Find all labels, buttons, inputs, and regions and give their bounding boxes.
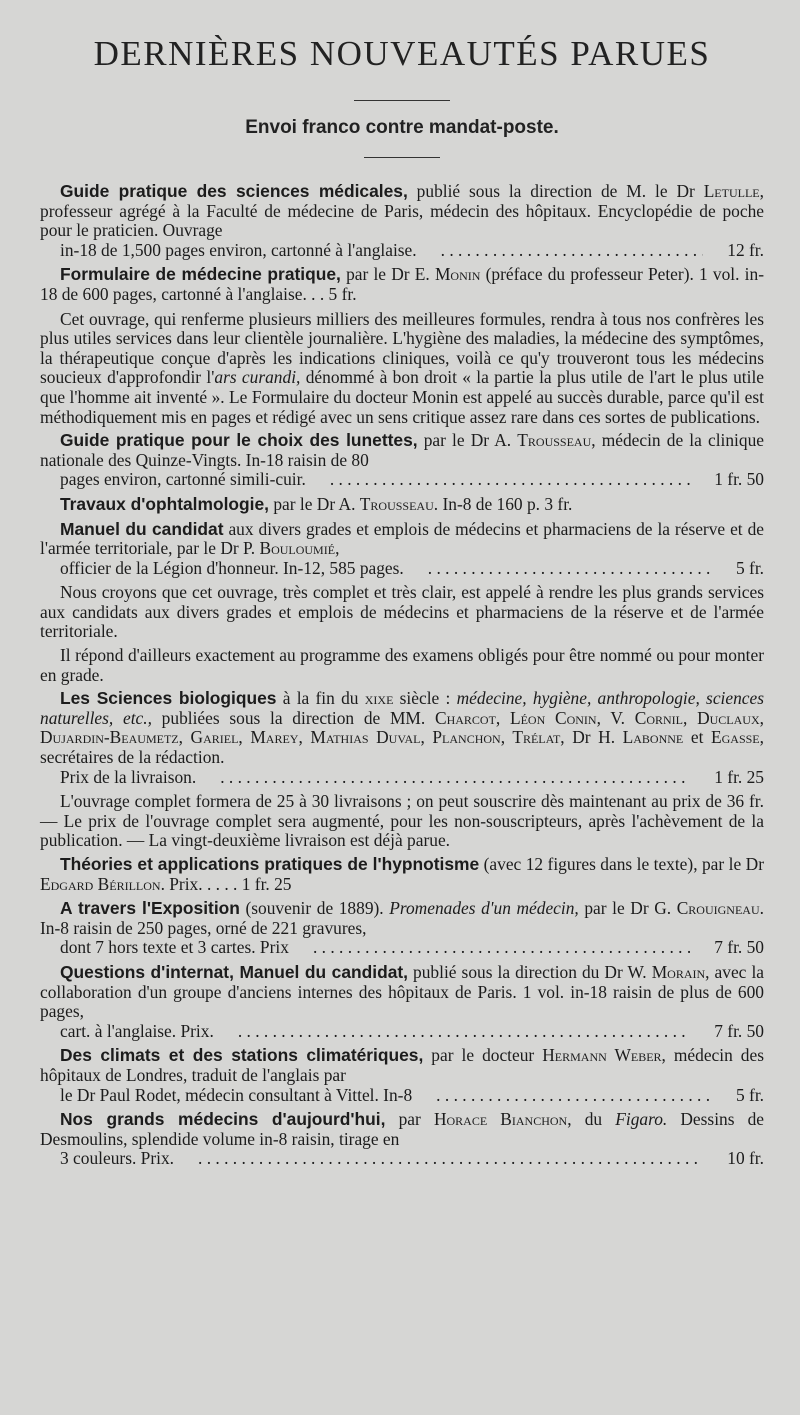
entry-heading: Manuel du candidat: [60, 518, 224, 539]
catalog-entry: A travers l'Exposition (souvenir de 1889). Promenades d'un médecin, par le Dr G. Crouigneau. In-8 raisin de 250 pages, orné de 221 gravures, dont 7 hors texte et 3 cartes. Prix . . . 7 fr. 50: [40, 899, 764, 958]
entry-heading: A travers l'Exposition: [60, 898, 240, 919]
entry-text: par le Dr E.: [340, 264, 435, 285]
entry-price: 12 fr.: [727, 239, 764, 260]
entry-last-line: dont 7 hors texte et 3 cartes. Prix: [60, 937, 289, 958]
entry-price: 3 fr.: [544, 493, 573, 514]
entry-text: ,: [335, 538, 340, 559]
entry-text: par le Dr A.: [417, 430, 518, 451]
entry-last-line: in-18 de 1,500 pages environ, cartonné à l'anglaise.: [60, 239, 417, 260]
entry-last-line: le Dr Paul Rodet, médecin consultant à Vittel. In-8: [60, 1084, 413, 1105]
entry-heading: Guide pratique des sciences médicales,: [60, 181, 408, 201]
entry-last-line: 3 couleurs. Prix.: [60, 1148, 174, 1169]
entry-author: Letulle: [703, 181, 760, 201]
catalog-entry: Des climats et des stations climatériques, par le docteur Hermann Weber, médecin des hôpitaux de Londres, traduit de l'anglais par le Dr Paul Rodet, médecin consultant à Vittel. In-8 . . . 5 fr.: [40, 1046, 764, 1105]
entry-heading: Formulaire de médecine pratique,: [60, 264, 341, 285]
entry-text: aux divers grades et emplois de médecins et pharmaciens de la réserve et de l'armée territoriale, par le Dr P.: [40, 518, 764, 559]
entry-author: Edgard Bérillon: [40, 873, 161, 894]
entry-author: Trousseau: [517, 430, 592, 451]
entry-heading: Des climats et des stations climatériques,: [60, 1045, 424, 1066]
entry-last-line: cart. à l'anglaise. Prix.: [60, 1020, 214, 1041]
entry-description: Nous croyons que cet ouvrage, très complet et très clair, est appelé à rendre les plus grands services aux candidats aux divers grades et emplois de médecins et pharmaciens de la réserve et de l'armée territoriale.: [40, 582, 764, 642]
entry-price: 5 fr.: [735, 1084, 764, 1105]
catalog-entry: Les Sciences biologiques à la fin du xixe siècle : médecine, hygiène, anthropologie, sciences naturelles, etc., publiées sous la direction de MM. Charcot, Léon Conin, V. Cornil, Duclaux, Dujardin-Beaumetz, Gariel, Marey, Mathias Duval, Planchon, Trélat, Dr H. Labonne et Egasse, secrétaires de la rédaction. Prix de la livraison. . . . 1 fr. 25 L'ouvrage complet formera de 25 à 30 livraisons ; on peut souscrire dès maintenant au prix de 36 fr. — Le prix de l'ouvrage complet sera augmenté, pour les non-souscripteurs, après l'achèvement de la publication. — La vingt-deuxième livraison est déjà parue.: [40, 689, 764, 851]
catalog-entry: Nos grands médecins d'aujourd'hui, par Horace Bianchon, du Figaro. Dessins de Desmoulins, splendide volume in-8 raisin, tirage en 3 couleurs. Prix. . . . 10 fr.: [40, 1110, 764, 1169]
subtitle-divider: [364, 157, 440, 158]
entry-last-line: pages environ, cartonné simili-cuir.: [60, 469, 306, 490]
catalog-entry: [40, 495, 764, 515]
entry-text: publié sous la direction de M. le Dr: [407, 181, 704, 201]
entry-heading: Théories et applications pratiques de l'hypnotisme: [60, 854, 480, 874]
entry-text: par le Dr A.: [269, 493, 360, 514]
catalog-entry: Questions d'internat, Manuel du candidat, publié sous la direction du Dr W. Morain, avec la collaboration d'un groupe d'anciens internes des hôpitaux de Paris. 1 vol. in-18 raisin de plus de 600 pages, cart. à l'anglaise. Prix. . . . 7 fr. 50: [40, 963, 764, 1041]
entry-author: Morain: [651, 961, 706, 982]
entry-price: 1 fr. 50: [714, 469, 764, 490]
catalog-entry: [40, 265, 764, 427]
catalog-listing: [40, 182, 764, 1169]
entry-heading: Questions d'internat, Manuel du candidat,: [60, 961, 408, 982]
catalog-entry: Théories et applications pratiques de l'hypnotisme (avec 12 figures dans le texte), par le Dr Edgard Bérillon. Prix. . . . . 1 fr. 25: [40, 854, 764, 894]
entry-text: (préface du professeur Peter). 1 vol. in-18 de 600 pages, cartonné à l'anglaise. . .: [40, 264, 764, 304]
entry-last-line: officier de la Légion d'honneur. In-12, 585 pages.: [60, 557, 404, 578]
entry-description: Il répond d'ailleurs exactement au programme des examens obligés pour être nommé ou pour monter en grade.: [40, 645, 764, 685]
entry-text: . In-8 de 160 p.: [433, 493, 541, 514]
entry-heading: Nos grands médecins d'aujourd'hui,: [60, 1109, 386, 1130]
entry-last-line: Prix de la livraison.: [60, 766, 197, 787]
title-divider: [354, 100, 450, 101]
entry-text: , professeur agrégé à la Faculté de médecine de Paris, médecin des hôpitaux. Encyclopédie de poche pour le praticien. Ouvrage: [40, 181, 764, 241]
entry-heading: Guide pratique pour le choix des lunettes,: [60, 430, 418, 451]
page-subtitle: Envoi franco contre mandat-poste.: [245, 117, 559, 138]
entry-author: Hermann Weber: [542, 1045, 662, 1066]
entry-author: Trousseau: [359, 493, 434, 514]
page-title: DERNIÈRES NOUVEAUTÉS PARUES: [93, 34, 711, 73]
entry-price: 5 fr.: [328, 283, 357, 304]
entry-price: 7 fr. 50: [714, 1020, 764, 1041]
entry-price: 1 fr. 25: [714, 766, 764, 787]
catalog-entry: [40, 520, 764, 686]
entry-heading: Les Sciences biologiques: [60, 688, 277, 709]
entry-description: L'ouvrage complet formera de 25 à 30 livraisons ; on peut souscrire dès maintenant au prix de 36 fr. — Le prix de l'ouvrage complet sera augmenté, pour les non-souscripteurs, après l'achèvement de la publication. — La vingt-deuxième livraison est déjà parue.: [40, 791, 764, 851]
entry-author: Charcot, Léon Conin, V. Cornil, Duclaux, Dujardin-Beaumetz, Gariel, Marey, Mathias Duval, Planchon, Trélat,: [40, 707, 764, 748]
entry-description: Cet ouvrage, qui renferme plusieurs milliers des meilleures formules, rendra à tous nos confrères les plus utiles services dans leur clientèle journalière. L'hygiène des maladies, la médecine des symptômes, la thérapeutique conçue d'après les indications cliniques, voilà ce qu'y trouveront tous les médecins soucieux d'approfondir l'ars curandi, dénommé à bon droit « la partie la plus utile de l'art le plus utile que l'homme ait inventé ». Le Formulaire du docteur Monin est appelé au succès durable, parce qu'il est méthodiquement mis en pages et rédigé avec un sens critique assez rare dans ces sortes de publications.: [40, 308, 764, 427]
entry-heading: Travaux d'ophtalmologie,: [60, 493, 269, 514]
entry-price: 10 fr.: [727, 1148, 764, 1169]
entry-author: Bouloumié: [259, 538, 336, 559]
entry-text: , médecin de la clinique nationale des Quinze-Vingts. In-18 raisin de 80: [40, 430, 764, 470]
entry-price: 1 fr. 25: [241, 873, 292, 894]
entry-price: 5 fr.: [735, 557, 764, 578]
entry-author: Monin: [434, 264, 481, 285]
catalog-entry: [40, 431, 764, 490]
entry-author: Crouigneau: [676, 898, 760, 919]
entry-price: 7 fr. 50: [714, 937, 764, 958]
catalog-entry: [40, 182, 764, 260]
entry-author: Horace Bianchon: [433, 1109, 568, 1130]
